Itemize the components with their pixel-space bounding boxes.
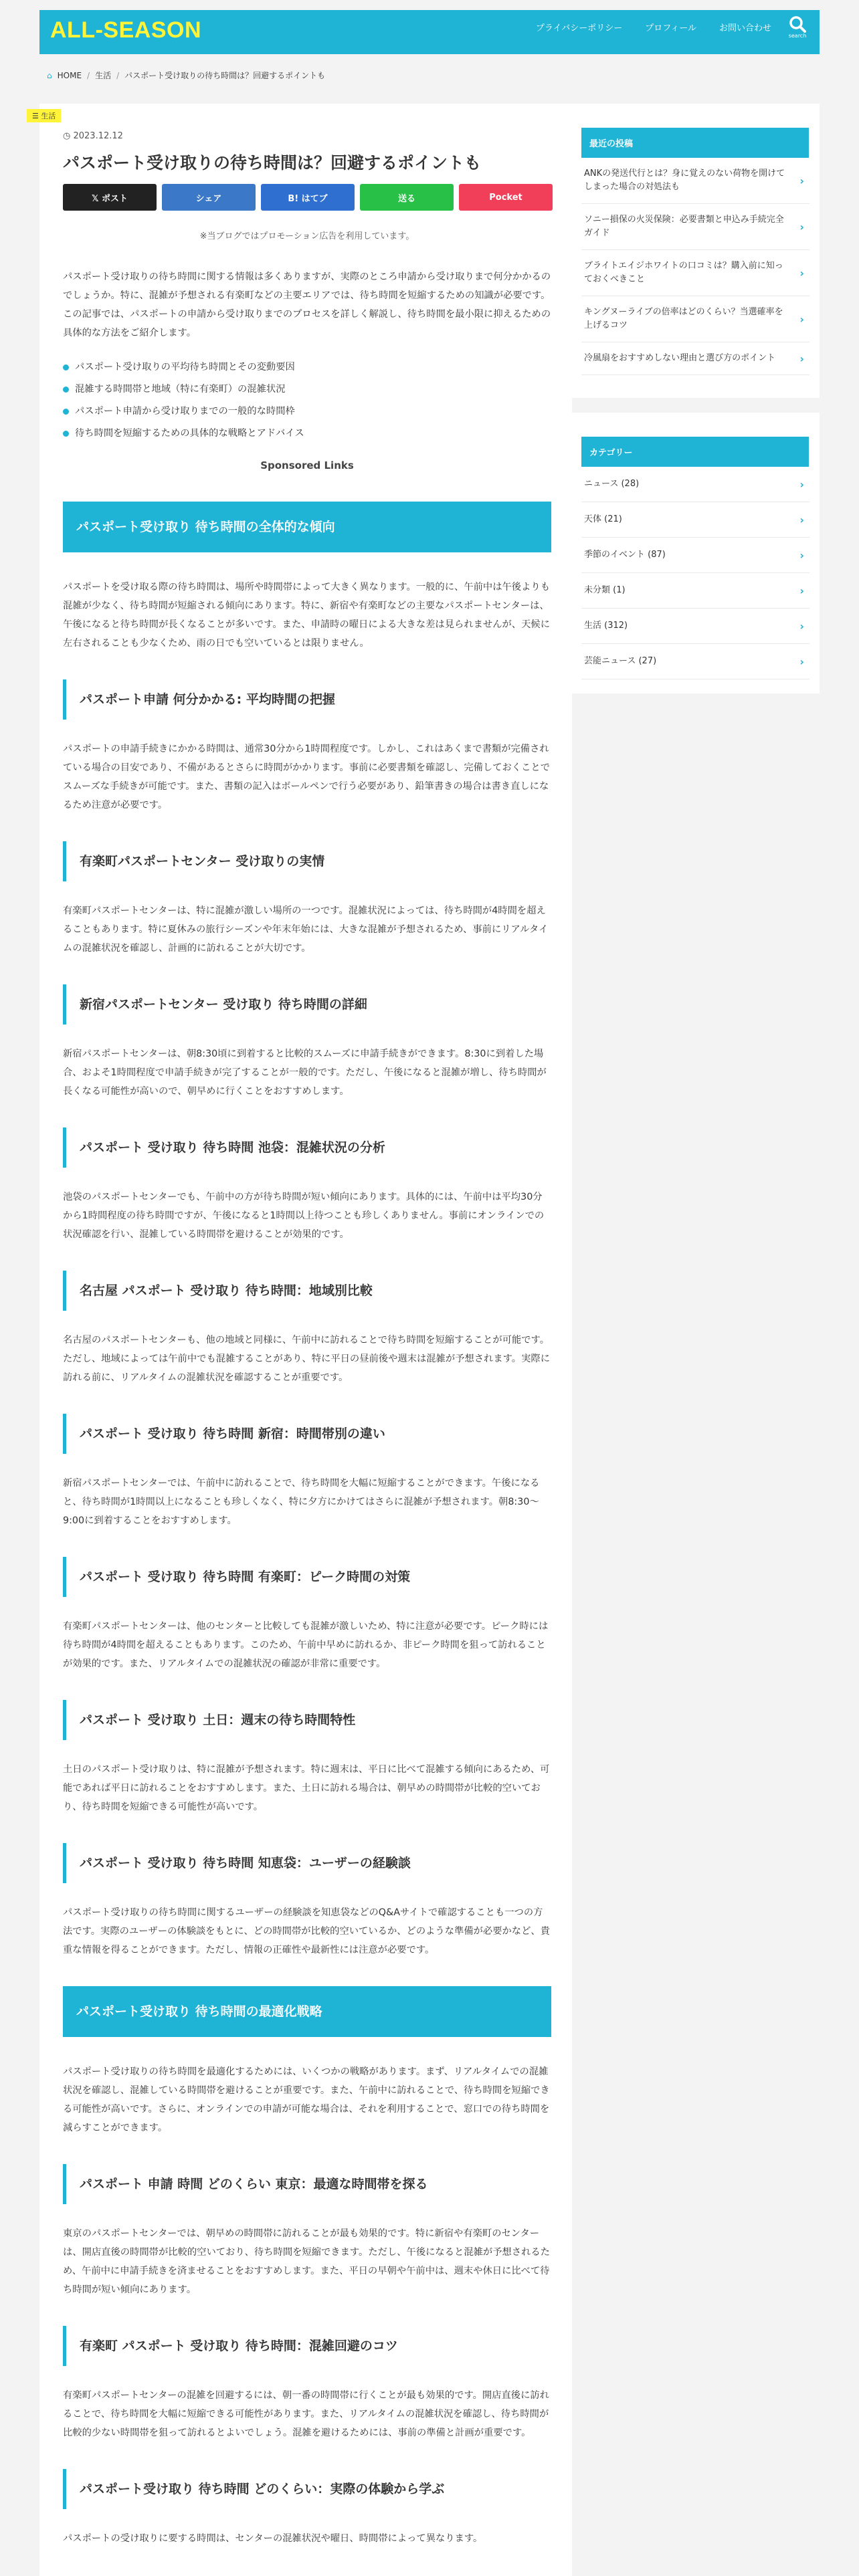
chevron-right-icon: ›: [799, 620, 804, 633]
summary-item: 待ち時間を短縮するための具体的な戦略とアドバイス: [63, 425, 551, 443]
recent-post-item-label: ソニー損保の火災保険：必要書類と申込み手続完全ガイド: [584, 215, 784, 238]
breadcrumb-sep: /: [116, 70, 120, 80]
recent-posts-list: [581, 158, 809, 375]
nav-privacy[interactable]: プライバシーポリシー: [535, 23, 623, 33]
category-title: カテゴリー: [581, 437, 809, 467]
chevron-right-icon: ›: [799, 352, 804, 365]
search-label: search: [788, 33, 807, 39]
section-heading: パスポート受け取り 待ち時間の最適化戦略: [63, 1986, 551, 2037]
section-paragraph: パスポートの受け取りに要する時間は、センターの混雑状況や曜日、時間帯によって異なります。: [63, 2533, 483, 2544]
section-heading: パスポート申請 何分かかる: 平均時間の把握: [63, 679, 551, 720]
clock-icon: ◷: [63, 131, 71, 141]
section-paragraph: 土日のパスポート受け取りは、特に混雑が予想されます。特に週末は、平日に比べて混雑する傾向にあるため、可能であれば平日に訪れることをおすすめします。また、土日に訪れる場合は、朝早めの時間帯が比較的空いており、待ち時間を短縮できる可能性が高いです。: [63, 1764, 550, 1812]
section-heading: パスポート 申請 時間 どのくらい 東京：最適な時間帯を探る: [63, 2164, 551, 2204]
section-paragraph: パスポートの申請手続きにかかる時間は、通常30分から1時間程度です。しかし、これはあくまで書類が完備されている場合の目安であり、不備があるとさらに時間がかかります。事前に必要書類を確認し、完備しておくことでスムーズな手続きが可能です。また、書類の記入はボールペンで行う必要があり、鉛筆書きの場合は書き直しになるため注意が必要です。: [63, 744, 550, 811]
recent-post-item-label: ブライトエイジホワイトの口コミは？購入前に知っておくべきこと: [584, 261, 783, 284]
category-label[interactable]: [27, 109, 61, 122]
category-item-label: 未分類 (1): [584, 585, 626, 595]
summary-item: パスポート受け取りの平均待ち時間とその変動要因: [63, 358, 551, 377]
category-label-text: 生活: [41, 112, 56, 120]
breadcrumb-home[interactable]: HOME: [57, 70, 82, 80]
section-paragraph: 新宿パスポートセンターは、朝8:30頃に到着すると比較的スムーズに申請手続きができます。8:30に到着した場合、およそ1時間程度で申請手続きが完了することが一般的です。ただし、午後になると混雑が増し、待ち時間が長くなる可能性が高いので、朝早めに行くことをおすすめします。: [63, 1049, 547, 1097]
section-paragraph: パスポートを受け取る際の待ち時間は、場所や時間帯によって大きく異なります。一般的に、午前中は午後よりも混雑が少なく、待ち時間が短縮される傾向にあります。特に、新宿や有楽町などの主要なパスポートセンターは、午後になると待ち時間が長くなることが多いです。また、申請時の曜日による大きな差は見られませんが、天候に左右されることも少なくため、雨の日でも空いているとは限りません。: [63, 582, 550, 649]
summary-item: パスポート申請から受け取りまでの一般的な時間枠: [63, 403, 551, 421]
section-paragraph: 池袋のパスポートセンターでも、午前中の方が待ち時間が短い傾向にあります。具体的には、午前中は平均30分から1時間程度の待ち時間ですが、午後になると1時間以上待つことも珍しくありません。事前にオンラインでの状況確認を行い、混雑している時間帯を避けることが効果的です。: [63, 1192, 545, 1240]
recent-post-item-label: ANKの発送代行とは？身に覚えのない荷物を開けてしまった場合の対処法も: [584, 169, 785, 192]
recent-post-item-label: 冷風扇をおすすめしない理由と選び方のポイント: [584, 353, 776, 363]
section-heading: 名古屋 パスポート 受け取り 待ち時間：地域別比較: [63, 1271, 551, 1311]
chevron-right-icon: ›: [799, 514, 804, 526]
nav-contact[interactable]: お問い合わせ: [719, 23, 771, 33]
category-item[interactable]: [581, 502, 809, 538]
section-heading: 有楽町 パスポート 受け取り 待ち時間：混雑回避のコツ: [63, 2326, 551, 2366]
header-nav: [536, 21, 771, 33]
category-item[interactable]: [581, 644, 809, 679]
section-paragraph: 有楽町パスポートセンターは、他のセンターと比較しても混雑が激しいため、特に注意が必要です。ピーク時には待ち時間が4時間を超えることもあります。このため、午前中早めに訪れるか、非ピーク時間を狙って訪れることが効果的です。また、リアルタイムでの混雑状況の確認が非常に重要です。: [63, 1621, 549, 1669]
chevron-right-icon: ›: [799, 175, 804, 187]
category-item[interactable]: [581, 573, 809, 609]
category-item-label: 季節のイベント (87): [584, 550, 666, 560]
recent-post-item[interactable]: [581, 342, 809, 375]
site-logo[interactable]: ALL-SEASON: [50, 17, 201, 43]
category-item[interactable]: [581, 538, 809, 573]
recent-post-item[interactable]: [581, 250, 809, 296]
category-item-label: 天体 (21): [584, 514, 622, 524]
category-widget: [571, 413, 820, 693]
sponsored-links: Sponsored Links: [260, 459, 354, 471]
post-date-text: 2023.12.12: [73, 131, 123, 141]
breadcrumb-sep: /: [87, 70, 90, 80]
chevron-right-icon: ›: [799, 267, 804, 280]
summary-item: 混雑する時間帯と地域（特に有楽町）の混雑状況: [63, 381, 551, 399]
section-heading: 有楽町パスポートセンター 受け取りの実情: [63, 841, 551, 881]
category-item[interactable]: [581, 467, 809, 502]
section-heading: パスポート受け取り 待ち時間 どのくらい：実際の体験から学ぶ: [63, 2469, 551, 2509]
chevron-right-icon: ›: [799, 478, 804, 491]
folder-icon: ☰: [32, 112, 39, 120]
chevron-right-icon: ›: [799, 655, 804, 668]
section-paragraph: 名古屋のパスポートセンターも、他の地域と同様に、午前中に訪れることで待ち時間を短縮することが可能です。ただし、地域によっては午前中でも混雑することがあり、特に平日の昼前後や週末は混雑が予想されます。実際に訪れる前に、リアルタイムの混雑状況を確認することが重要です。: [63, 1335, 550, 1383]
category-item-label: 生活 (312): [584, 621, 628, 631]
breadcrumb-category[interactable]: 生活: [95, 71, 112, 80]
section-heading: パスポート 受け取り 待ち時間 新宿：時間帯別の違い: [63, 1414, 551, 1454]
breadcrumb-current: パスポート受け取りの待ち時間は？回避するポイントも: [124, 71, 326, 80]
intro-paragraph: パスポート受け取りの待ち時間に関する情報は多くありますが、実際のところ申請から受け取りまで何分かかるのでしょうか。特に、混雑が予想される有楽町などの主要エリアでは、待ち時間を短縮するための知識が必要です。この記事では、パスポートの申請から受け取りまでのプロセスを詳しく解説し、待ち時間を最小限に抑えるための具体的な方法をご紹介します。: [63, 272, 551, 338]
share-button[interactable]: シェア: [162, 184, 256, 211]
recent-posts-title: 最近の投稿: [581, 128, 809, 158]
page-title: パスポート受け取りの待ち時間は？回避するポイントも: [63, 153, 482, 173]
nav-profile[interactable]: プロフィール: [645, 23, 696, 33]
category-item[interactable]: [581, 609, 809, 644]
category-list: [581, 467, 809, 679]
category-item-label: 芸能ニュース (27): [584, 656, 657, 666]
chevron-right-icon: ›: [799, 313, 804, 326]
post-date: [63, 131, 123, 141]
section-heading: パスポート 受け取り 待ち時間 知恵袋：ユーザーの経験談: [63, 1843, 551, 1883]
section-paragraph: パスポート受け取りの待ち時間を最適化するためには、いくつかの戦略があります。まず、リアルタイムでの混雑状況を確認し、混雑している時間帯を避けることが重要です。また、午前中に訪れることで、待ち時間を短縮できる可能性が高いです。さらに、オンラインでの申請が可能な場合は、それを利用することで、窓口での待ち時間を減らすことができます。: [63, 2066, 550, 2133]
section-heading: パスポート受け取り 待ち時間の全体的な傾向: [63, 502, 551, 552]
section-heading: パスポート 受け取り 土日：週末の待ち時間特性: [63, 1700, 551, 1740]
share-button[interactable]: 送る: [360, 184, 454, 211]
article-sections: [63, 502, 551, 2548]
recent-post-item[interactable]: [581, 158, 809, 204]
recent-posts-widget: [571, 104, 820, 398]
home-icon: ⌂: [47, 70, 52, 80]
share-button[interactable]: B! はてブ: [261, 184, 355, 211]
section-paragraph: 有楽町パスポートセンターの混雑を回避するには、朝一番の時間帯に行くことが最も効果的です。開店直後に訪れることで、待ち時間を大幅に短縮できる可能性があります。また、リアルタイムの混雑状況を確認し、待ち時間が比較的少ない時間帯を狙って訪れるとよいでしょう。混雑を避けるためには、事前の準備と計画が重要です。: [63, 2390, 549, 2438]
share-buttons: [63, 184, 553, 211]
section-paragraph: パスポート受け取りの待ち時間に関するユーザーの経験談を知恵袋などのQ&Aサイトで確認することも一つの方法です。実際のユーザーの体験談をもとに、どの時間帯が比較的空いているか、どのような準備が必要かなど、貴重な情報を得ることができます。ただし、情報の正確性や最新性には注意が必要です。: [63, 1907, 550, 1955]
recent-post-item[interactable]: [581, 204, 809, 250]
share-button[interactable]: Pocket: [459, 184, 553, 211]
section-paragraph: 新宿パスポートセンターでは、午前中に訪れることで、待ち時間を大幅に短縮することができます。午後になると、待ち時間が1時間以上になることも珍しくなく、特に夕方にかけてはさらに混雑が予想されます。朝8:30～9:00に到着することをおすすめします。: [63, 1478, 540, 1526]
article-body: [63, 267, 551, 2548]
search-button[interactable]: [787, 15, 807, 39]
section-heading: 新宿パスポートセンター 受け取り 待ち時間の詳細: [63, 984, 551, 1025]
section-heading: パスポート 受け取り 待ち時間 池袋：混雑状況の分析: [63, 1128, 551, 1168]
breadcrumb: [47, 70, 325, 81]
search-icon: [789, 15, 806, 33]
chevron-right-icon: ›: [799, 549, 804, 562]
category-item-label: ニュース (28): [584, 479, 640, 489]
chevron-right-icon: ›: [799, 221, 804, 233]
recent-post-item[interactable]: [581, 296, 809, 342]
summary-list: [63, 358, 551, 443]
section-paragraph: 東京のパスポートセンターでは、朝早めの時間帯に訪れることが最も効果的です。特に新宿や有楽町のセンターは、開店直後の時間帯が比較的空いており、待ち時間を短縮できます。ただし、午後になると混雑が予想されるため、午前中に申請手続きを済ませることをおすすめします。また、平日の早朝や午前中は、週末や休日に比べて待ち時間が短い傾向にあります。: [63, 2228, 550, 2295]
share-button[interactable]: 𝕏 ポスト: [63, 184, 157, 211]
promo-notice: ※当ブログではプロモーション広告を利用しています。: [199, 231, 415, 241]
site-header: [39, 10, 820, 54]
section-paragraph: 有楽町パスポートセンターは、特に混雑が激しい場所の一つです。混雑状況によっては、待ち時間が4時間を超えることもあります。特に夏休みの旅行シーズンや年末年始には、大きな混雑が予想されるため、事前にリアルタイムの混雑状況を確認し、計画的に訪れることが大切です。: [63, 905, 549, 954]
recent-post-item-label: キングヌーライブの倍率はどのくらい？当選確率を上げるコツ: [584, 307, 783, 330]
chevron-right-icon: ›: [799, 584, 804, 597]
section-heading: パスポート 受け取り 待ち時間 有楽町：ピーク時間の対策: [63, 1557, 551, 1597]
